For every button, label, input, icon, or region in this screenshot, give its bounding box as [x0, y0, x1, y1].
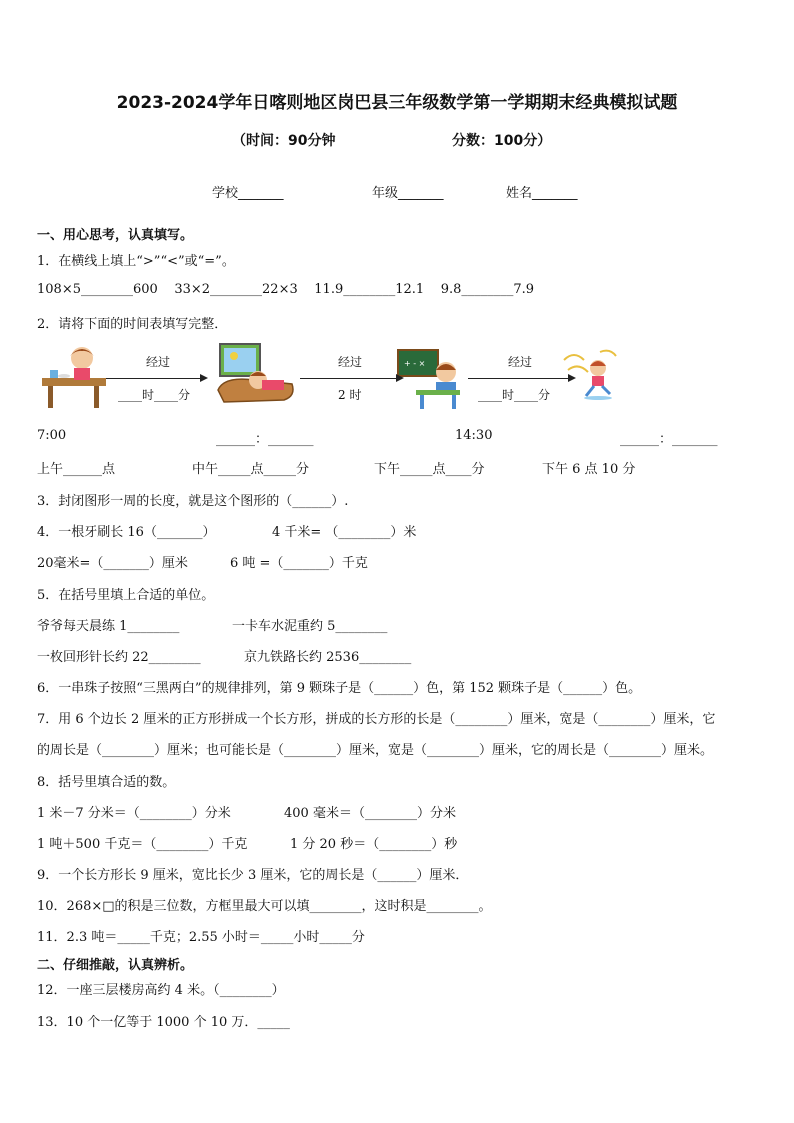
grade-field: 年级_______ [372, 186, 444, 201]
time-3: 14:30 [455, 428, 493, 443]
q1-item: 11.9________12.1 [314, 282, 425, 297]
q5-text: 5．在括号里填上合适的单位。 [37, 588, 215, 603]
q10-text: 10．268×□的积是三位数，方框里最大可以填________，这时积是________。 [37, 899, 492, 914]
duration-1: ____时____分 [118, 388, 191, 402]
q13-text: 13．10 个一亿等于 1000 个 10 万．_____ [37, 1015, 290, 1030]
q7-text-line2: 的周长是（________）厘米；也可能长是（________）厘米，宽是（________）厘米，它的周长是（________）厘米。 [37, 743, 714, 758]
pass-label-3: 经过 [508, 355, 533, 369]
pass-label-2: 经过 [338, 355, 363, 369]
girl-nap-image [214, 340, 298, 410]
q2-text: 2．请将下面的时间表填写完整． [37, 317, 228, 332]
school-field: 学校_______ [212, 186, 284, 201]
name-field: 姓名_______ [506, 186, 578, 201]
exam-score: 分数：100分） [452, 133, 552, 149]
q5c-text: 一枚回形针长约 22________ [37, 650, 201, 665]
timeline-arrow-1 [106, 378, 200, 379]
q1-item: 9.8________7.9 [440, 282, 535, 297]
time-4: ______：_______ [620, 432, 718, 447]
arrow-head-icon [200, 374, 208, 382]
page-title: 2023-2024学年日喀则地区岗巴县三年级数学第一学期期末经典模拟试题 [116, 93, 678, 113]
q6-text: 6．一串珠子按照“三黑两白”的规律排列，第 9 颗珠子是（______）色，第 152 颗珠子是（______）色。 [37, 681, 642, 696]
arrow-head-icon [396, 374, 404, 382]
svg-text:+ - ×: + - × [404, 359, 426, 368]
pass-label-1: 经过 [146, 355, 171, 369]
q8-text: 8．括号里填合适的数。 [37, 775, 176, 790]
q1-item: 108×5________600 [37, 282, 158, 297]
q8d-text: 1 分 20 秒＝（________）秒 [290, 837, 458, 852]
q1-items [37, 282, 534, 297]
clock-reading-4: 下午 6 点 10 分 [542, 462, 636, 477]
time-1: 7:00 [37, 428, 67, 443]
q5a-text: 爷爷每天晨练 1________ [37, 619, 180, 634]
timeline-arrow-2 [300, 378, 396, 379]
q4a-text: 4．一根牙刷长 16（_______） [37, 525, 216, 540]
clock-reading-1: 上午______点 [37, 462, 116, 477]
q5b-text: 一卡车水泥重约 5________ [232, 619, 388, 634]
exam-time: （时间：90分钟 [232, 133, 336, 149]
q12-text: 12．一座三层楼房高约 4 米。（________） [37, 983, 285, 998]
q4c-text: 20毫米=（_______）厘米 [37, 556, 188, 571]
q8b-text: 400 毫米＝（________）分米 [284, 806, 456, 821]
q11-text: 11．2.3 吨＝_____千克；2.55 小时＝_____小时_____分 [37, 930, 365, 945]
clock-reading-2: 中午_____点_____分 [192, 462, 310, 477]
clock-reading-3: 下午_____点____分 [374, 462, 485, 477]
section1-heading: 一、用心思考，认真填写。 [37, 228, 194, 243]
duration-2: 2 时 [338, 388, 362, 402]
duration-3: ____时____分 [478, 388, 551, 402]
time-2: ______：_______ [216, 432, 314, 447]
q4b-text: 4 千米= （________）米 [272, 525, 417, 540]
q3-text: 3．封闭图形一周的长度，就是这个图形的（______）. [37, 494, 349, 509]
arrow-head-icon [568, 374, 576, 382]
q7-text-line1: 7．用 6 个边长 2 厘米的正方形拼成一个长方形，拼成的长方形的长是（________）厘米，宽是（________）厘米，它 [37, 712, 716, 727]
q8a-text: 1 米－7 分米＝（________）分米 [37, 806, 231, 821]
q9-text: 9．一个长方形长 9 厘米，宽比长少 3 厘米，它的周长是（______）厘米． [37, 868, 469, 883]
q4d-text: 6 吨 =（_______）千克 [230, 556, 368, 571]
q1-item: 33×2________22×3 [174, 282, 298, 297]
q5d-text: 京九铁路长约 2536________ [244, 650, 412, 665]
q8c-text: 1 吨＋500 千克＝（________）千克 [37, 837, 248, 852]
timeline-arrow-3 [468, 378, 568, 379]
girl-breakfast-image [38, 342, 110, 410]
q1-text: 1．在横线上填上“>”“<”或“=”。 [37, 254, 235, 269]
section2-heading: 二、仔细推敲，认真辨析。 [37, 958, 194, 973]
girl-classroom-image [396, 346, 466, 410]
